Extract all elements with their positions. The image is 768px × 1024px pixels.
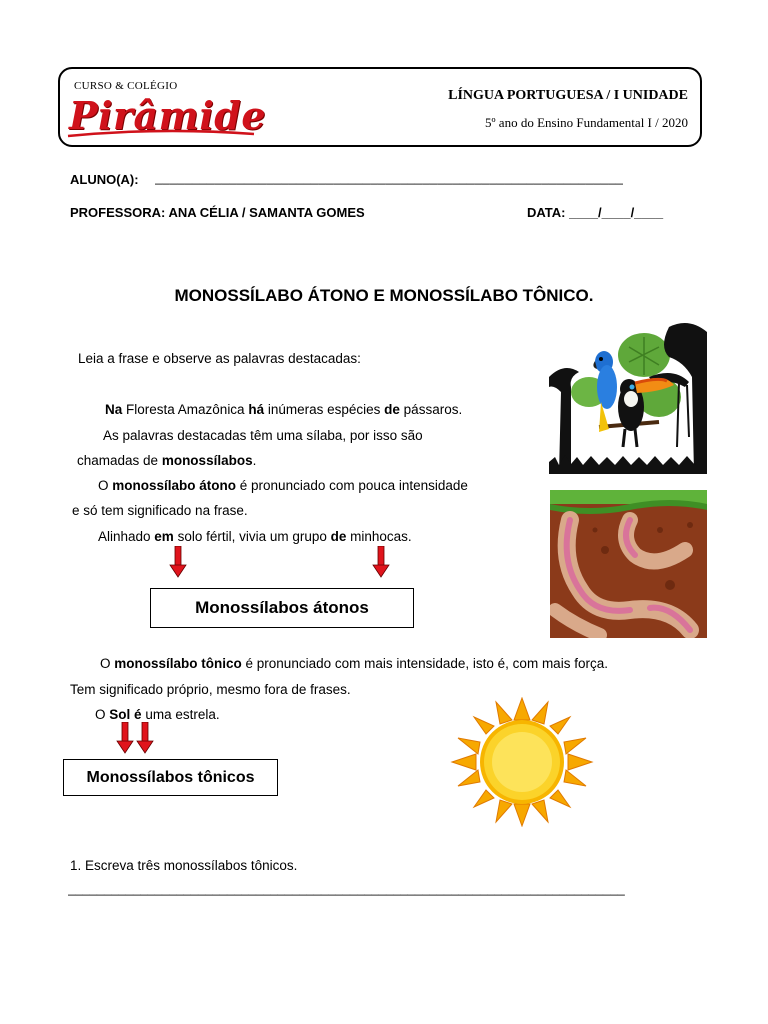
down-arrow-icon bbox=[136, 722, 154, 754]
highlight-word: Na bbox=[105, 402, 123, 417]
sun-illustration bbox=[450, 697, 595, 827]
school-logo: Pirâmide bbox=[69, 93, 267, 138]
student-label: ALUNO(A): bbox=[70, 172, 139, 187]
para-2-line-1: O monossílabo átono é pronunciado com pouca intensidade bbox=[98, 478, 468, 493]
para-3-line-2: Tem significado próprio, mesmo fora de frases. bbox=[70, 682, 351, 697]
earthworms-in-soil-illustration bbox=[550, 490, 707, 638]
highlight-word: de bbox=[384, 402, 400, 417]
student-name-line[interactable]: _______________________________________________________________ bbox=[155, 170, 624, 185]
rainforest-birds-illustration bbox=[549, 317, 707, 474]
para-1-line-1: As palavras destacadas têm uma sílaba, por isso são bbox=[103, 428, 423, 443]
answer-line[interactable]: _____________________________________________________________________________ bbox=[68, 881, 625, 896]
exercise-1: 1. Escreva três monossílabos tônicos. bbox=[70, 858, 298, 873]
header-box bbox=[58, 67, 702, 147]
sentence-2: Alinhado em solo fértil, vivia um grupo de minhocas. bbox=[98, 529, 412, 544]
page-title: MONOSSÍLABO ÁTONO E MONOSSÍLABO TÔNICO. bbox=[174, 286, 594, 305]
school-line: CURSO & COLÉGIO bbox=[74, 80, 178, 92]
logo-swoosh bbox=[66, 129, 256, 139]
para-2-line-2: e só tem significado na frase. bbox=[72, 503, 248, 518]
sentence-1: Na Floresta Amazônica há inúmeras espécies de pássaros. bbox=[105, 402, 463, 417]
para-3-line-1: O monossílabo tônico é pronunciado com mais intensidade, isto é, com mais força. bbox=[100, 656, 608, 671]
down-arrow-icon bbox=[116, 722, 134, 754]
down-arrow-icon bbox=[169, 546, 187, 578]
para-1-line-2: chamadas de monossílabos. bbox=[77, 453, 257, 468]
box-monossilabos-atonos: Monossílabos átonos bbox=[150, 588, 414, 628]
date-field[interactable]: DATA: ____/____/____ bbox=[527, 205, 664, 220]
sentence-3: O Sol é uma estrela. bbox=[95, 707, 220, 722]
box-monossilabos-tonicos: Monossílabos tônicos bbox=[63, 759, 278, 796]
teacher-label: PROFESSORA: ANA CÉLIA / SAMANTA GOMES bbox=[70, 205, 365, 220]
subject-title: LÍNGUA PORTUGUESA / I UNIDADE bbox=[448, 88, 688, 103]
highlight-word: há bbox=[248, 402, 265, 417]
down-arrow-icon bbox=[372, 546, 390, 578]
grade-info: 5º ano do Ensino Fundamental I / 2020 bbox=[485, 115, 688, 130]
intro-text: Leia a frase e observe as palavras destacadas: bbox=[78, 351, 361, 366]
